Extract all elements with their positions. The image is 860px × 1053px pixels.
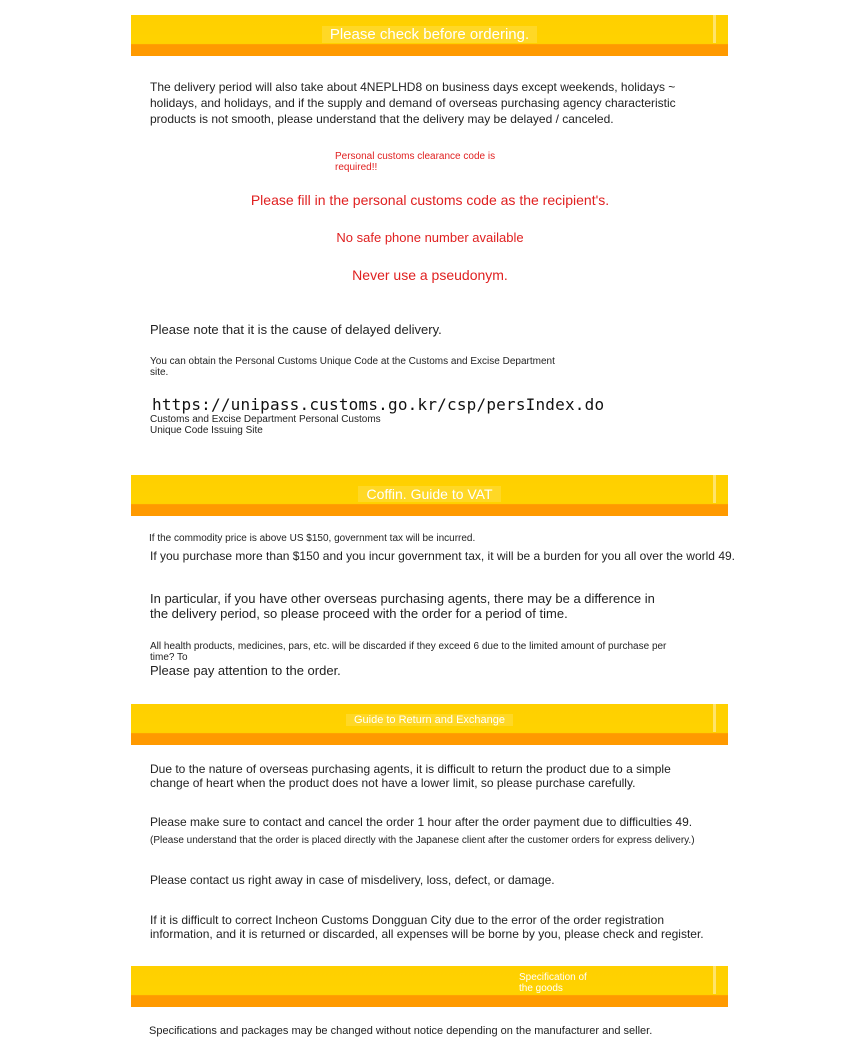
fill-customs-code-warning: Please fill in the personal customs code as the recipient's. — [250, 192, 610, 208]
no-pseudonym-warning: Never use a pseudonym. — [352, 267, 508, 283]
customs-code-required-line-2: required!! — [335, 162, 378, 173]
obtain-code-line-2: site. — [150, 367, 169, 378]
banner-title-line-1: Specification of — [519, 972, 587, 983]
delayed-delivery-note: Please note that it is the cause of delayed delivery. — [150, 322, 442, 337]
return-exchange-banner — [131, 704, 728, 745]
banner-title: Coffin. Guide to VAT — [131, 480, 728, 508]
incheon-customs-line-1: If it is difficult to correct Incheon Customs Dongguan City due to the error of the order registration — [150, 913, 665, 927]
no-safe-phone-warning: No safe phone number available — [336, 230, 524, 245]
particular-line-1: In particular, if you have other overseas purchasing agents, there may be a difference in — [150, 591, 655, 606]
banner-title: Please check before ordering. — [131, 21, 728, 49]
delivery-period-line-1: The delivery period will also take about 4NEPLHD8 on business days except weekends, holidays ~ — [150, 80, 676, 94]
vat-line-2: If you purchase more than $150 and you incur government tax, it will be a burden for you all over the world 49. — [150, 549, 735, 563]
vat-guide-banner — [131, 475, 728, 516]
delivery-period-line-3: products is not smooth, please understand that the delivery may be delayed / canceled. — [150, 112, 614, 126]
health-products-line-2: time? To — [150, 652, 188, 663]
specification-note: Specifications and packages may be changed without notice depending on the manufacturer and seller. — [149, 1025, 653, 1037]
specification-banner — [131, 966, 728, 1007]
pay-attention-note: Please pay attention to the order. — [150, 663, 341, 678]
obtain-code-line-1: You can obtain the Personal Customs Unique Code at the Customs and Excise Department — [150, 356, 555, 367]
customs-code-required-line-1: Personal customs clearance code is — [335, 151, 496, 162]
contact-us-note: Please contact us right away in case of misdelivery, loss, defect, or damage. — [150, 873, 555, 887]
return-nature-line-1: Due to the nature of overseas purchasing agents, it is difficult to return the product due to a simple — [150, 762, 671, 776]
delivery-period-line-2: holidays, and holidays, and if the supply and demand of overseas purchasing agency characteristic — [150, 96, 676, 110]
banner-title-line-2: the goods — [519, 983, 563, 994]
cancel-order-note: Please make sure to contact and cancel the order 1 hour after the order payment due to difficulties 49. — [150, 815, 693, 829]
cancel-order-subnote: (Please understand that the order is placed directly with the Japanese client after the customer orders for express delivery.) — [150, 835, 695, 846]
unipass-url-link[interactable]: https://unipass.customs.go.kr/csp/persIndex.do — [152, 395, 605, 414]
incheon-customs-line-2: information, and it is returned or discarded, all expenses will be borne by you, please check and register. — [150, 927, 704, 941]
banner-title: Guide to Return and Exchange — [131, 706, 728, 734]
particular-line-2: the delivery period, so please proceed with the order for a period of time. — [150, 606, 568, 621]
vat-line-1: If the commodity price is above US $150, government tax will be incurred. — [149, 533, 476, 544]
check-before-ordering-banner — [131, 15, 728, 56]
issuing-site-line-1: Customs and Excise Department Personal Customs — [150, 414, 381, 425]
return-nature-line-2: change of heart when the product does not have a lower limit, so please purchase carefully. — [150, 776, 636, 790]
issuing-site-line-2: Unique Code Issuing Site — [150, 425, 263, 436]
health-products-line-1: All health products, medicines, pars, etc. will be discarded if they exceed 6 due to the limited amount of purchase per — [150, 641, 667, 652]
